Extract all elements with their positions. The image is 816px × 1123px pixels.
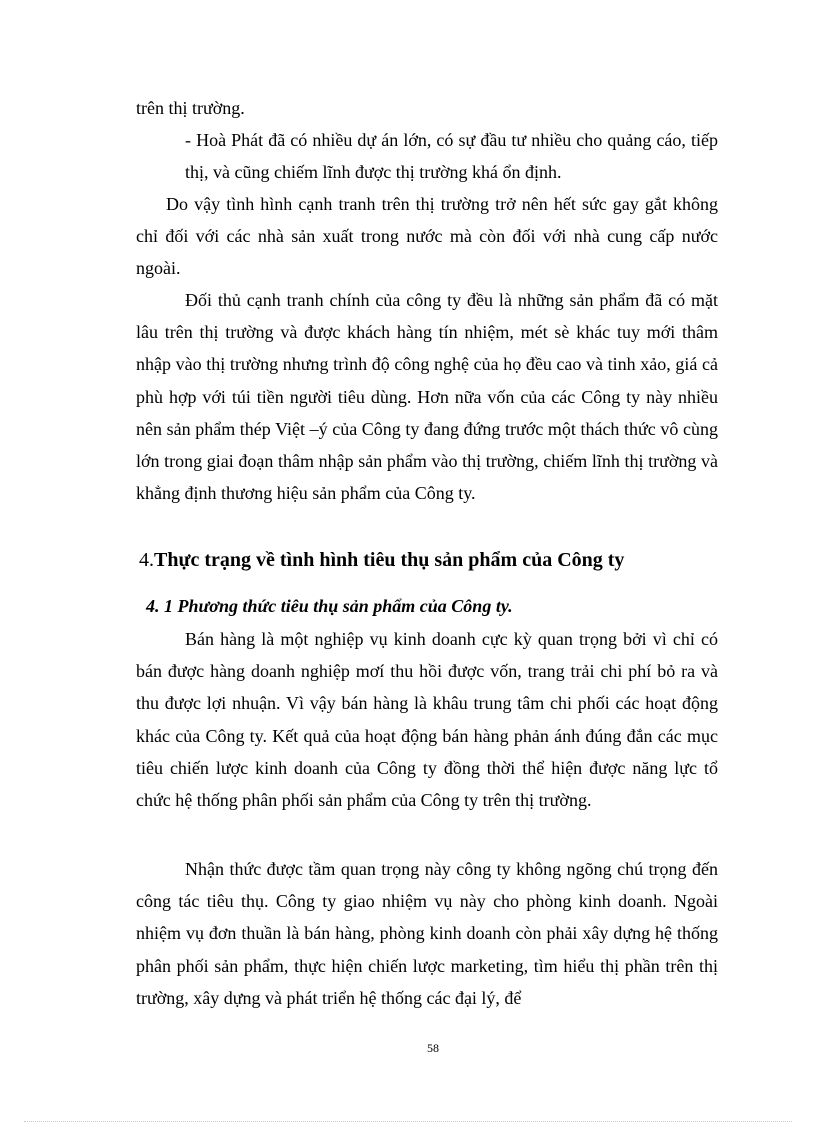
paragraph: Nhận thức được tầm quan trọng này công ty không ngõng chú trọng đến công tác tiêu thụ. Công ty giao nhiệm vụ này cho phòng kinh doanh. Ngoài nhiệm vụ đơn thuần là bán hàng, phòng kinh doanh còn phải xây dựng hệ thống phân phối sản phẩm, thực hiện chiến lược marketing, tìm hiểu thị phần trên thị trường, xây dựng và phát triển hệ thống các đại lý, để: [136, 859, 718, 1008]
section-number: 4.: [139, 549, 154, 571]
page-number: 58: [427, 1041, 439, 1055]
paragraph: Đối thủ cạnh tranh chính của công ty đều là những sản phẩm đã có mặt lâu trên thị trường và được khách hàng tín nhiệm, mét sè khác tuy mới thâm nhập vào thị trường nhưng trình độ công nghệ của họ đều cao và tinh xảo, giá cả phù hợp với túi tiền người tiêu dùng. Hơn nữa vốn của các Công ty này nhiều nên sản phẩm thép Việt –ý của Công ty đang đứng trước một thách thức vô cùng lớn trong giai đoạn thâm nhập sản phẩm vào thị trường, chiếm lĩnh thị trường và khẳng định thương hiệu sản phẩm của Công ty.: [136, 290, 718, 504]
paragraph-line: - Hoà Phát đã có nhiều dự án lớn, có sự đầu tư nhiều cho quảng cáo, tiếp thị, và cũng chiếm lĩnh được thị trường khá ổn định.: [185, 130, 718, 183]
section-heading: [139, 544, 624, 576]
subsection-heading: 4. 1 Phương thức tiêu thụ sản phẩm của Công ty.: [146, 596, 513, 616]
section-title: Thực trạng về tình hình tiêu thụ sản phẩm của Công ty: [154, 549, 625, 571]
paragraph-line: trên thị trường.: [136, 98, 245, 118]
paragraph: Do vậy tình hình cạnh tranh trên thị trường trở nên hết sức gay gắt không chỉ đối với các nhà sản xuất trong nước mà còn đối với nhà cung cấp nước ngoài.: [136, 194, 718, 279]
paragraph-continuation: [136, 92, 718, 189]
footer-divider: [24, 1121, 792, 1122]
paragraph: Bán hàng là một nghiệp vụ kinh doanh cực kỳ quan trọng bởi vì chỉ có bán được hàng doanh nghiệp mơí thu hồi được vốn, trang trải chi phí bỏ ra và thu được lợi nhuận. Vì vậy bán hàng là khâu trung tâm chi phối các hoạt động khác của Công ty. Kết quả của hoạt động bán hàng phản ánh đúng đắn các mục tiêu chiến lược kinh doanh của Công ty đồng thời thể hiện được năng lực tổ chức hệ thống phân phối sản phẩm của Công ty trên thị trường.: [136, 629, 718, 811]
